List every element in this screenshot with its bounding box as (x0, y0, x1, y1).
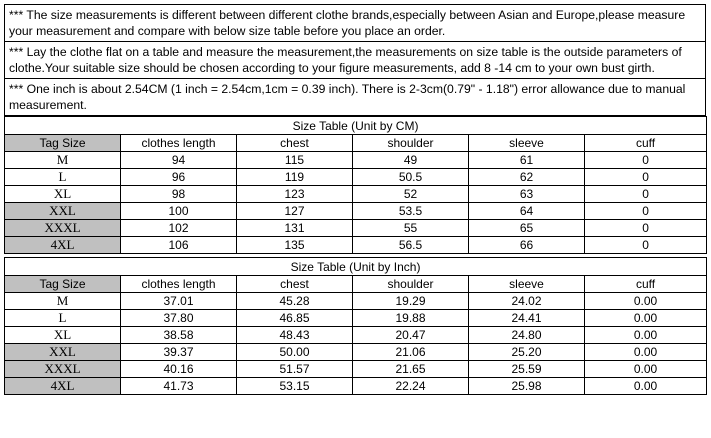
measurement-cell: 64 (469, 203, 585, 220)
measurement-cell: 38.58 (121, 327, 237, 344)
measurement-cell: 0.00 (585, 327, 707, 344)
table-row (5, 203, 707, 220)
table-row (5, 169, 707, 186)
notes-box (4, 4, 706, 116)
measurement-cell: 61 (469, 152, 585, 169)
measurement-cell: 39.37 (121, 344, 237, 361)
measurement-cell: 55 (353, 220, 469, 237)
tag-size-cell: 4XL (5, 378, 121, 395)
column-header: sleeve (469, 135, 585, 152)
measurement-cell: 24.02 (469, 293, 585, 310)
measurement-cell: 40.16 (121, 361, 237, 378)
measurement-cell: 119 (237, 169, 353, 186)
measurement-cell: 0.00 (585, 293, 707, 310)
column-header: clothes length (121, 135, 237, 152)
table-row (5, 310, 707, 327)
table-header-row (5, 276, 707, 293)
measurement-cell: 106 (121, 237, 237, 254)
column-header: shoulder (353, 276, 469, 293)
measurement-cell: 24.41 (469, 310, 585, 327)
measurement-cell: 65 (469, 220, 585, 237)
measurement-cell: 66 (469, 237, 585, 254)
measurement-cell: 0.00 (585, 378, 707, 395)
measurement-cell: 45.28 (237, 293, 353, 310)
measurement-cell: 100 (121, 203, 237, 220)
measurement-cell: 37.01 (121, 293, 237, 310)
tag-size-cell: XXXL (5, 220, 121, 237)
measurement-cell: 50.5 (353, 169, 469, 186)
measurement-cell: 96 (121, 169, 237, 186)
column-header: chest (237, 276, 353, 293)
tag-size-cell: XXXL (5, 361, 121, 378)
column-header: cuff (585, 276, 707, 293)
measurement-cell: 0 (585, 237, 707, 254)
measurement-cell: 62 (469, 169, 585, 186)
column-header: Tag Size (5, 135, 121, 152)
measurement-cell: 52 (353, 186, 469, 203)
tag-size-cell: 4XL (5, 237, 121, 254)
measurement-cell: 0.00 (585, 310, 707, 327)
column-header: sleeve (469, 276, 585, 293)
measurement-cell: 63 (469, 186, 585, 203)
measurement-cell: 20.47 (353, 327, 469, 344)
measurement-cell: 46.85 (237, 310, 353, 327)
measurement-cell: 53.15 (237, 378, 353, 395)
measurement-cell: 123 (237, 186, 353, 203)
measurement-cell: 0 (585, 186, 707, 203)
note-inch-conversion: *** One inch is about 2.54CM (1 inch = 2.54cm,1cm = 0.39 inch). There is 2-3cm(0.79" - 1.18") error allowance due to manual measurement. (9, 82, 686, 112)
measurement-cell: 24.80 (469, 327, 585, 344)
measurement-cell: 50.00 (237, 344, 353, 361)
note-measure-flat: *** Lay the clothe flat on a table and measure the measurement,the measurements on size table is the outside parameters of clothe.Your suitable size should be chosen according to your figure measurements, add 8 -14 cm to your own bust girth. (5, 42, 705, 79)
size-table-inch (4, 257, 707, 395)
measurement-cell: 21.06 (353, 344, 469, 361)
measurement-cell: 37.80 (121, 310, 237, 327)
measurement-cell: 48.43 (237, 327, 353, 344)
tag-size-cell: XXL (5, 344, 121, 361)
measurement-cell: 127 (237, 203, 353, 220)
table-row (5, 220, 707, 237)
note-brand-difference: *** The size measurements is different between different clothe brands,especially between Asian and Europe,please measure your measurement and compare with below size table before you place an order. (5, 5, 705, 42)
measurement-cell: 0 (585, 169, 707, 186)
measurement-cell: 21.65 (353, 361, 469, 378)
measurement-cell: 0.00 (585, 344, 707, 361)
measurement-cell: 25.20 (469, 344, 585, 361)
measurement-cell: 94 (121, 152, 237, 169)
table-row (5, 327, 707, 344)
table-row (5, 361, 707, 378)
measurement-cell: 41.73 (121, 378, 237, 395)
tag-size-cell: L (5, 310, 121, 327)
measurement-cell: 53.5 (353, 203, 469, 220)
measurement-cell: 19.88 (353, 310, 469, 327)
table-row (5, 378, 707, 395)
measurement-cell: 0.00 (585, 361, 707, 378)
measurement-cell: 0 (585, 152, 707, 169)
tag-size-cell: XL (5, 327, 121, 344)
measurement-cell: 49 (353, 152, 469, 169)
measurement-cell: 22.24 (353, 378, 469, 395)
tag-size-cell: XXL (5, 203, 121, 220)
table-title: Size Table (Unit by Inch) (5, 258, 707, 276)
column-header: chest (237, 135, 353, 152)
measurement-cell: 25.59 (469, 361, 585, 378)
measurement-cell: 51.57 (237, 361, 353, 378)
table-row (5, 152, 707, 169)
table-row (5, 237, 707, 254)
size-guide (4, 4, 706, 395)
measurement-cell: 98 (121, 186, 237, 203)
measurement-cell: 0 (585, 203, 707, 220)
tag-size-cell: L (5, 169, 121, 186)
measurement-cell: 131 (237, 220, 353, 237)
measurement-cell: 135 (237, 237, 353, 254)
table-title: Size Table (Unit by CM) (5, 117, 707, 135)
measurement-cell: 56.5 (353, 237, 469, 254)
size-table-cm (4, 116, 707, 254)
column-header: shoulder (353, 135, 469, 152)
table-row (5, 293, 707, 310)
measurement-cell: 102 (121, 220, 237, 237)
column-header: Tag Size (5, 276, 121, 293)
measurement-cell: 25.98 (469, 378, 585, 395)
table-header-row (5, 135, 707, 152)
column-header: cuff (585, 135, 707, 152)
column-header: clothes length (121, 276, 237, 293)
tag-size-cell: M (5, 293, 121, 310)
table-row (5, 186, 707, 203)
measurement-cell: 0 (585, 220, 707, 237)
tag-size-cell: M (5, 152, 121, 169)
tag-size-cell: XL (5, 186, 121, 203)
measurement-cell: 115 (237, 152, 353, 169)
measurement-cell: 19.29 (353, 293, 469, 310)
table-row (5, 344, 707, 361)
